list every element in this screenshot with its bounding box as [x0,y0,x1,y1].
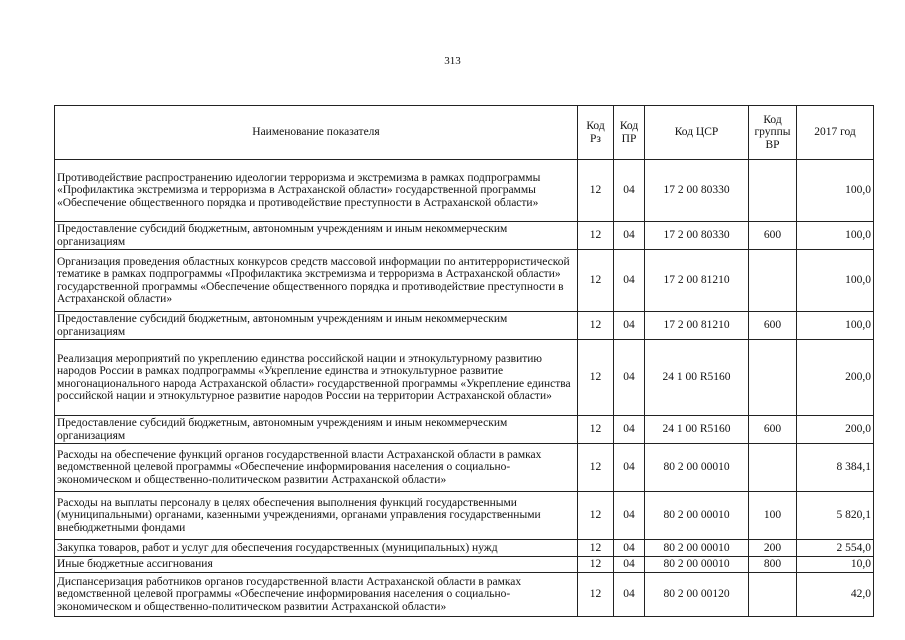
table-row [55,492,874,540]
cell-vr: 100 [749,492,797,540]
table-row [55,557,874,573]
cell-rz: 12 [578,416,614,444]
header-vr: Код группы ВР [749,106,797,160]
cell-amount: 200,0 [797,340,874,416]
header-rz: Код Рз [578,106,614,160]
table-header-row [55,106,874,160]
cell-pr: 04 [614,416,645,444]
cell-vr [749,340,797,416]
cell-rz: 12 [578,222,614,250]
header-pr: Код ПР [614,106,645,160]
cell-amount: 2 554,0 [797,540,874,557]
cell-vr: 200 [749,540,797,557]
cell-rz: 12 [578,160,614,222]
cell-amount: 8 384,1 [797,444,874,492]
cell-amount: 100,0 [797,160,874,222]
cell-vr: 600 [749,222,797,250]
cell-name: Реализация мероприятий по укреплению единства российской нации и этнокультурному развитию народов России в рамках подпрограммы «Укрепление единства и этнокультурное развитие многонационального народа Астраханской области» государственной программы «Укрепление единства российской нации и этнокультурное развитие народов России на территории Астраханской области» [55,340,578,416]
table-row [55,250,874,312]
cell-rz: 12 [578,340,614,416]
cell-csr: 80 2 00 00010 [645,557,749,573]
cell-pr: 04 [614,540,645,557]
cell-name: Закупка товаров, работ и услуг для обеспечения государственных (муниципальных) нужд [55,540,578,557]
cell-pr: 04 [614,573,645,617]
cell-vr [749,160,797,222]
cell-pr: 04 [614,444,645,492]
cell-pr: 04 [614,557,645,573]
cell-rz: 12 [578,312,614,340]
table-row [55,312,874,340]
cell-amount: 100,0 [797,312,874,340]
cell-rz: 12 [578,557,614,573]
cell-csr: 17 2 00 81210 [645,312,749,340]
cell-vr: 600 [749,416,797,444]
cell-rz: 12 [578,540,614,557]
cell-vr [749,444,797,492]
cell-pr: 04 [614,160,645,222]
cell-amount: 5 820,1 [797,492,874,540]
budget-table [54,105,874,617]
table-row [55,222,874,250]
cell-rz: 12 [578,444,614,492]
cell-csr: 17 2 00 80330 [645,222,749,250]
cell-name: Расходы на обеспечение функций органов государственной власти Астраханской области в рамках ведомственной целевой программы «Обеспечение информирования населения о социально-экономическом и общественно-политическом развитии Астраханской области» [55,444,578,492]
table-row [55,444,874,492]
cell-csr: 24 1 00 R5160 [645,340,749,416]
cell-csr: 17 2 00 80330 [645,160,749,222]
cell-amount: 42,0 [797,573,874,617]
cell-name: Предоставление субсидий бюджетным, автономным учреждениям и иным некоммерческим организациям [55,222,578,250]
cell-vr: 800 [749,557,797,573]
header-name: Наименование показателя [55,106,578,160]
cell-name: Диспансеризация работников органов государственной власти Астраханской области в рамках ведомственной целевой программы «Обеспечение информирования населения о социально-экономическом и общественно-политическом развитии Астраханской области» [55,573,578,617]
cell-amount: 100,0 [797,222,874,250]
table-row [55,416,874,444]
cell-pr: 04 [614,312,645,340]
cell-csr: 80 2 00 00120 [645,573,749,617]
header-year: 2017 год [797,106,874,160]
cell-pr: 04 [614,222,645,250]
cell-name: Иные бюджетные ассигнования [55,557,578,573]
cell-name: Предоставление субсидий бюджетным, автономным учреждениям и иным некоммерческим организациям [55,312,578,340]
cell-pr: 04 [614,340,645,416]
cell-name: Расходы на выплаты персоналу в целях обеспечения выполнения функций государственными (муниципальными) органами, казенными учреждениями, органами управления государственными внебюджетными фондами [55,492,578,540]
cell-vr [749,250,797,312]
cell-vr [749,573,797,617]
cell-amount: 10,0 [797,557,874,573]
cell-rz: 12 [578,492,614,540]
header-csr: Код ЦСР [645,106,749,160]
cell-amount: 100,0 [797,250,874,312]
table-row [55,540,874,557]
page-number: 313 [444,55,461,67]
cell-csr: 80 2 00 00010 [645,444,749,492]
cell-name: Противодействие распространению идеологии терроризма и экстремизма в рамках подпрограммы «Профилактика экстремизма и терроризма в Астраханской области» государственной программы «Обеспечение общественного порядка и противодействие преступности в Астраханской области» [55,160,578,222]
cell-pr: 04 [614,250,645,312]
table-row [55,160,874,222]
table-row [55,340,874,416]
cell-rz: 12 [578,250,614,312]
cell-vr: 600 [749,312,797,340]
cell-csr: 80 2 00 00010 [645,540,749,557]
cell-name: Организация проведения областных конкурсов средств массовой информации по антитеррористической тематике в рамках подпрограммы «Профилактика экстремизма и терроризма в Астраханской области» государственной программы «Обеспечение общественного порядка и противодействие преступности в Астраханской области» [55,250,578,312]
cell-csr: 17 2 00 81210 [645,250,749,312]
cell-rz: 12 [578,573,614,617]
table-row [55,573,874,617]
cell-csr: 24 1 00 R5160 [645,416,749,444]
cell-amount: 200,0 [797,416,874,444]
cell-pr: 04 [614,492,645,540]
cell-name: Предоставление субсидий бюджетным, автономным учреждениям и иным некоммерческим организациям [55,416,578,444]
cell-csr: 80 2 00 00010 [645,492,749,540]
